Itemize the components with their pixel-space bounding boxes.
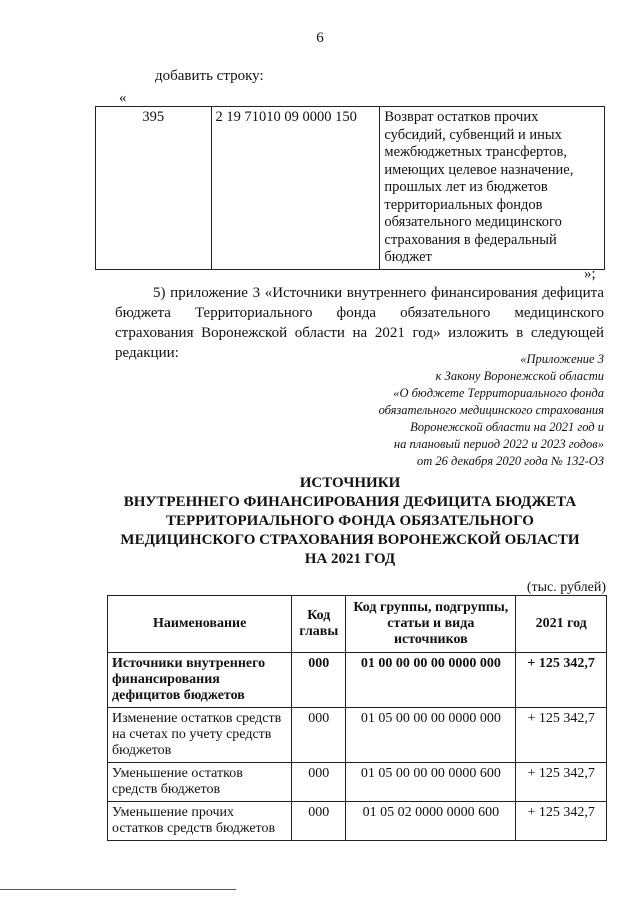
row-chapter: 000	[292, 708, 346, 763]
intro-text: добавить строку:	[155, 68, 264, 84]
closing-quote: »;	[584, 266, 596, 282]
row-code: 01 05 00 00 00 0000 600	[346, 763, 516, 802]
appendix-line: на плановый период 2022 и 2023 годов»	[393, 437, 604, 451]
appendix-line: «О бюджете Территориального фонда	[393, 386, 604, 400]
row-name: Уменьшение прочих остатков средств бюджетов	[108, 802, 292, 841]
document-title	[90, 474, 610, 569]
row-code: 01 00 00 00 00 0000 000	[346, 653, 516, 708]
row-chapter: 000	[292, 763, 346, 802]
table-header-row	[108, 596, 607, 653]
appendix-line: Воронежской области на 2021 год и	[410, 420, 604, 434]
row-chapter: 000	[292, 802, 346, 841]
header-name: Наименование	[108, 596, 292, 653]
row-amount: + 125 342,7	[516, 763, 607, 802]
opening-quote: «	[119, 90, 127, 106]
row-number-cell: 395	[96, 107, 212, 270]
row-code: 01 05 02 0000 0000 600	[346, 802, 516, 841]
page-number: 6	[316, 30, 324, 46]
appendix-line: «Приложение 3	[520, 352, 604, 366]
paragraph-text: 5) приложение 3 «Источники внутреннего финансирования дефицита бюджета Территориального фонда обязательного медицинского страхования Воронежской области на 2021 год» изложить в следующей редакции:	[115, 285, 604, 361]
row-amount: + 125 342,7	[516, 653, 607, 708]
row-name: Источники внутреннего финансирования дефицитов бюджетов	[108, 653, 292, 708]
row-amount: + 125 342,7	[516, 708, 607, 763]
row-name: Изменение остатков средств на счетах по учету средств бюджетов	[108, 708, 292, 763]
title-line: ВНУТРЕННЕГО ФИНАНСИРОВАНИЯ ДЕФИЦИТА БЮДЖЕТА	[123, 494, 577, 510]
inserted-row-table	[95, 106, 605, 270]
title-line: ТЕРРИТОРИАЛЬНОГО ФОНДА ОБЯЗАТЕЛЬНОГО	[166, 513, 534, 529]
table-row	[96, 107, 605, 270]
appendix-line: к Закону Воронежской области	[435, 369, 604, 383]
row-amount: + 125 342,7	[516, 802, 607, 841]
units-label: (тыс. рублей)	[526, 580, 606, 595]
row-code: 01 05 00 00 00 0000 000	[346, 708, 516, 763]
appendix-line: обязательного медицинского страхования	[378, 403, 604, 417]
title-line: НА 2021 ГОД	[304, 551, 396, 567]
header-year: 2021 год	[516, 596, 607, 653]
row-chapter: 000	[292, 653, 346, 708]
header-group-code: Код группы, подгруппы, статьи и вида источников	[346, 596, 516, 653]
budget-code-cell: 2 19 71010 09 0000 150	[211, 107, 380, 270]
sources-table	[107, 595, 607, 841]
table-row	[108, 763, 607, 802]
title-line: МЕДИЦИНСКОГО СТРАХОВАНИЯ ВОРОНЕЖСКОЙ ОБЛАСТИ	[120, 532, 580, 548]
description-cell: Возврат остатков прочих субсидий, субвенций и иных межбюджетных трансфертов, имеющих целевое назначение, прошлых лет из бюджетов территориальных фондов обязательного медицинского страхования в федеральный бюджет	[380, 107, 605, 270]
title-line: ИСТОЧНИКИ	[299, 475, 401, 491]
appendix-line: от 26 декабря 2020 года № 132-ОЗ	[417, 454, 604, 468]
table-row	[108, 653, 607, 708]
table-row	[108, 708, 607, 763]
row-name: Уменьшение остатков средств бюджетов	[108, 763, 292, 802]
appendix-header	[304, 351, 604, 470]
footer-divider	[0, 889, 236, 890]
table-row	[108, 802, 607, 841]
header-chapter-code: Код главы	[292, 596, 346, 653]
